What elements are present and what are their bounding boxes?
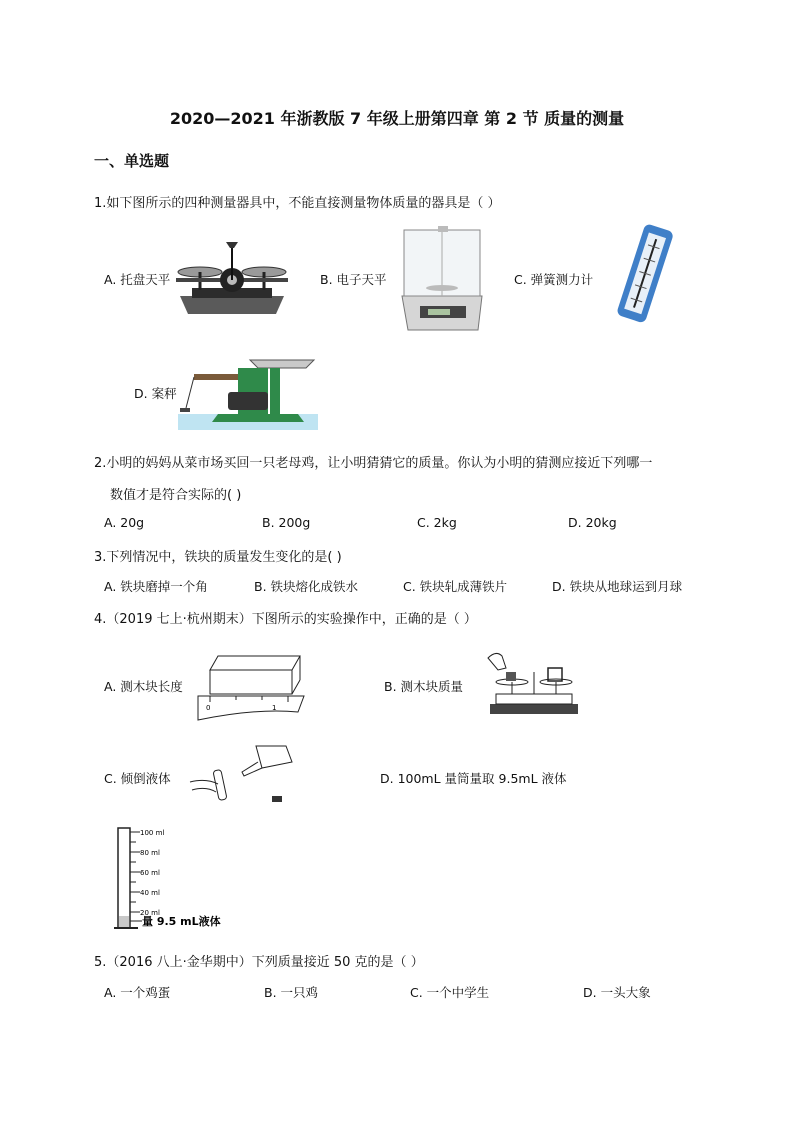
q2-option-a[interactable]: A. 20g <box>104 515 145 530</box>
cylinder-mark-40: 40 ml <box>140 889 160 897</box>
tray-balance-image <box>172 232 292 322</box>
platform-scale-image <box>178 356 318 430</box>
q5-option-b[interactable]: B. 一只鸡 <box>264 985 319 1000</box>
q3-option-a[interactable]: A. 铁块磨掉一个角 <box>104 579 208 594</box>
q1-option-c[interactable]: C. 弹簧测力计 <box>514 272 594 287</box>
q2-option-d[interactable]: D. 20kg <box>568 515 617 530</box>
q1-option-a[interactable]: A. 托盘天平 <box>104 272 171 287</box>
q1-option-d[interactable]: D. 案秤 <box>134 386 177 401</box>
q3-option-c[interactable]: C. 铁块轧成薄铁片 <box>403 579 508 594</box>
q4-option-a[interactable]: A. 测木块长度 <box>104 679 183 694</box>
ruler-mark-1: 1 <box>272 704 277 712</box>
balance-weighing-image <box>484 648 584 720</box>
cylinder-mark-100: 100 ml <box>140 829 165 837</box>
q1-option-b[interactable]: B. 电子天平 <box>320 272 387 287</box>
q4-option-c[interactable]: C. 倾倒液体 <box>104 771 171 786</box>
q5-option-c[interactable]: C. 一个中学生 <box>410 985 490 1000</box>
section-heading: 一、单选题 <box>94 152 170 170</box>
question-1-stem: 1.如下图所示的四种测量器具中，不能直接测量物体质量的器具是（ ） <box>94 196 501 211</box>
q3-option-d[interactable]: D. 铁块从地球运到月球 <box>552 579 683 594</box>
question-4-stem: 4.（2019 七上·杭州期末）下图所示的实验操作中，正确的是（ ） <box>94 612 477 627</box>
q4-option-b[interactable]: B. 测木块质量 <box>384 679 464 694</box>
q2-option-b[interactable]: B. 200g <box>262 515 311 530</box>
q3-option-b[interactable]: B. 铁块熔化成铁水 <box>254 579 359 594</box>
cylinder-mark-60: 60 ml <box>140 869 160 877</box>
q2-option-c[interactable]: C. 2kg <box>417 515 457 530</box>
cylinder-mark-20: 20 ml <box>140 909 160 917</box>
question-2-stem-continued: 数值才是符合实际的( ) <box>110 488 242 503</box>
q5-option-a[interactable]: A. 一个鸡蛋 <box>104 985 171 1000</box>
question-5-stem: 5.（2016 八上·金华期中）下列质量接近 50 克的是（ ） <box>94 955 424 970</box>
spring-scale-image <box>606 224 688 324</box>
pouring-liquid-image <box>188 742 304 806</box>
cylinder-volume-label: 量 9.5 mL液体 <box>142 915 221 928</box>
q4-option-d[interactable]: D. 100mL 量筒量取 9.5mL 液体 <box>380 771 567 786</box>
graduated-cylinder-image <box>112 824 262 934</box>
ruler-block-image <box>196 652 306 724</box>
q5-option-d[interactable]: D. 一头大象 <box>583 985 651 1000</box>
cylinder-mark-80: 80 ml <box>140 849 160 857</box>
electronic-balance-image <box>398 226 486 334</box>
page-title: 2020—2021 年浙教版 7 年级上册第四章 第 2 节 质量的测量 <box>169 109 625 128</box>
ruler-mark-0: 0 <box>206 704 211 712</box>
question-2-stem: 2.小明的妈妈从菜市场买回一只老母鸡，让小明猜猜它的质量。你认为小明的猜测应接近下列哪一 <box>94 456 653 471</box>
question-3-stem: 3.下列情况中，铁块的质量发生变化的是( ) <box>94 550 342 565</box>
